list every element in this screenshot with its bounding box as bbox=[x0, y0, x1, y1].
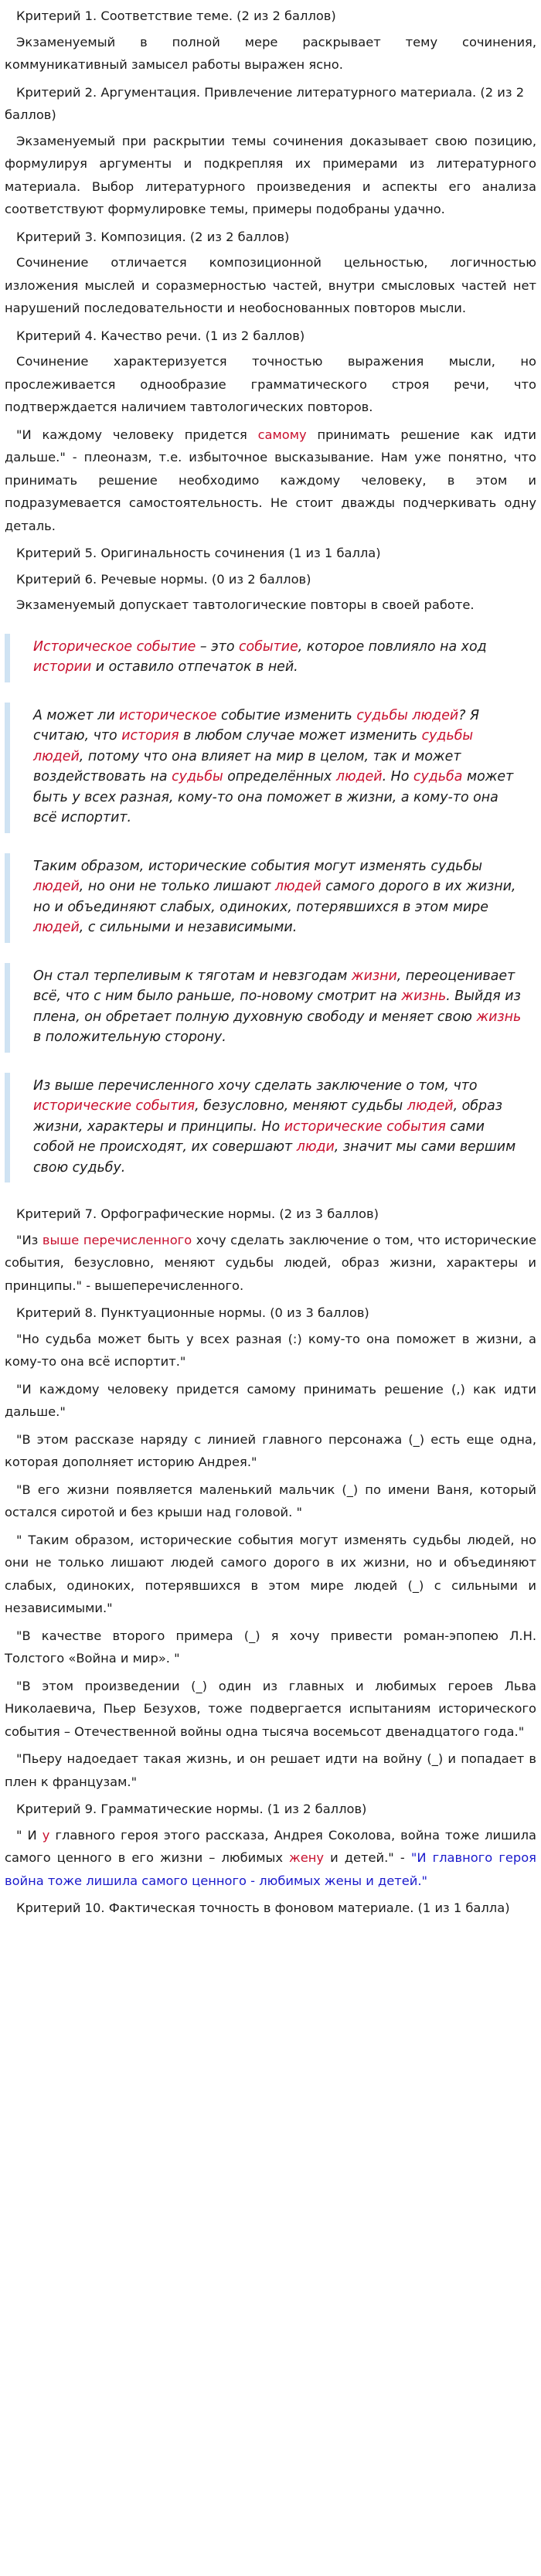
criterion-7-example bbox=[5, 1229, 536, 1298]
example-text: и детей." - bbox=[324, 1850, 411, 1865]
quote-fragment: , с сильными и независимыми. bbox=[79, 920, 298, 935]
correction-text: "И главного героя война тоже лишила самого ценного - любимых жены и детей." bbox=[5, 1850, 536, 1888]
repeated-word: людей bbox=[274, 879, 322, 894]
punctuation-error-2: "И каждому человеку придется самому принимать решение (,) как идти дальше." bbox=[5, 1381, 536, 1419]
punctuation-error-1: "Но судьба может быть у всех разная (:) кому-то она поможет в жизни, а кому-то она всё испортит." bbox=[5, 1331, 536, 1369]
criterion-6-title: Критерий 6. Речевые нормы. (0 из 2 баллов) bbox=[16, 571, 311, 587]
quote-fragment: , безусловно, меняют судьбы bbox=[195, 1098, 407, 1114]
quote-fragment: самого дорого в их жизни, но и объединяют слабых, одиноких, потерявшихся в этом мире bbox=[33, 879, 516, 915]
quote-fragment: и оставило отпечаток в ней. bbox=[91, 659, 298, 675]
quote-fragment: , которое повлияло на ход bbox=[298, 638, 487, 655]
quote-fragment: Таким образом, исторические события могут изменять судьбы bbox=[33, 858, 483, 874]
quote-fragment: . Выйдя из плена, он обретает полную духовную свободу и меняет свою bbox=[33, 989, 521, 1025]
criterion-9-title: Критерий 9. Грамматические нормы. (1 из 2 баллов) bbox=[16, 1802, 367, 1816]
quote-block-1 bbox=[5, 634, 536, 682]
error-highlight: выше перечисленного bbox=[42, 1232, 192, 1247]
quote-block-3 bbox=[5, 853, 536, 943]
error-highlight: жену bbox=[289, 1850, 325, 1865]
quote-fragment: в любом случае может изменить bbox=[179, 728, 422, 744]
punctuation-error-4: "В его жизни появляется маленький мальчик (_) по имени Ваня, который остался сиротой и без крыши над головой. " bbox=[5, 1482, 536, 1519]
repeated-word: событие bbox=[239, 638, 298, 655]
quote-text bbox=[33, 706, 522, 829]
example-text: хочу сделать заключение о том, что исторические события, безусловно, меняют судьбы людей, образ жизни, характеры и принципы." - вышеперечисленного. bbox=[5, 1232, 536, 1293]
quote-fragment: сами собой не происходят, их совершают bbox=[33, 1118, 485, 1155]
repeated-word: исторические события bbox=[33, 1098, 196, 1114]
punctuation-error-7: "В этом произведении (_) один из главных и любимых героев Льва Николаевича, Пьер Безухов, тоже подвергается испытаниям исторического события – Отечественной войны одна тысяча восемьсот двенадцатого года." bbox=[5, 1678, 536, 1739]
repeated-word: Историческое событие bbox=[33, 638, 196, 655]
quote-text bbox=[33, 1076, 522, 1179]
punctuation-error-8: "Пьеру надоедает такая жизнь, и он решает идти на войну (_) и попадает в плен к французам." bbox=[5, 1751, 536, 1789]
quote-fragment: событие изменить bbox=[216, 707, 357, 723]
criterion-5-title: Критерий 5. Оригинальность сочинения (1 из 1 балла) bbox=[16, 546, 381, 560]
criterion-4-title: Критерий 4. Качество речи. (1 из 2 баллов) bbox=[16, 328, 305, 343]
quote-fragment: – это bbox=[196, 638, 239, 655]
criterion-9-example bbox=[5, 1824, 536, 1893]
highlighted-word: самому bbox=[257, 427, 307, 442]
repeated-word: историческое bbox=[119, 707, 217, 723]
repeated-word: истории bbox=[33, 659, 92, 675]
criterion-1-title: Критерий 1. Соответствие теме. (2 из 2 баллов) bbox=[16, 9, 336, 23]
quote-text bbox=[33, 637, 522, 678]
repeated-word: история bbox=[121, 728, 179, 744]
repeated-word: людей bbox=[33, 920, 80, 935]
criterion-2-comment: Экзаменуемый при раскрытии темы сочинения доказывает свою позицию, формулируя аргументы и подкрепляя их примерами из литературного материала. Выбор литературного произведения и аспекты его анализа соответствуют формулировке темы, примеры подобраны удачно. bbox=[5, 133, 536, 216]
repeated-word: судьба bbox=[413, 769, 463, 784]
example-text: принимать решение как идти дальше." - плеоназм, т.е. избыточное высказывание. Нам уже понятно, что принимать решение необходимо каждому человеку, в этом и подразумевается самостоятельность. Не стоит дважды подчеркивать одну деталь. bbox=[5, 427, 536, 533]
quote-fragment: , переоценивает всё, что с ним было раньше, по-новому смотрит на bbox=[33, 968, 515, 1004]
repeated-word: судьбы bbox=[172, 769, 223, 784]
repeated-word: люди bbox=[296, 1139, 335, 1155]
criterion-2-title: Критерий 2. Аргументация. Привлечение литературного материала. (2 из 2 баллов) bbox=[5, 84, 525, 122]
quote-fragment: А может ли bbox=[33, 707, 120, 723]
example-text: " И bbox=[16, 1827, 43, 1843]
quote-fragment: , потому что она влияет на мир в целом, так и может воздействовать на bbox=[33, 748, 461, 784]
punctuation-error-6: "В качестве второго примера (_) я хочу привести роман-эпопею Л.Н. Толстого «Война и мир». " bbox=[5, 1628, 536, 1666]
repeated-word: жизни bbox=[351, 968, 397, 984]
quote-fragment: в положительную сторону. bbox=[33, 1029, 226, 1045]
criterion-4-example bbox=[5, 424, 536, 538]
punctuation-error-3: "В этом рассказе наряду с линией главного персонажа (_) есть еще одна, которая дополняет историю Андрея." bbox=[5, 1431, 536, 1469]
quote-fragment: определённых bbox=[223, 769, 336, 784]
quote-fragment: , значит мы сами вершим свою судьбу. bbox=[33, 1139, 516, 1176]
criterion-6-comment: Экзаменуемый допускает тавтологические повторы в своей работе. bbox=[16, 597, 475, 612]
criterion-8-title: Критерий 8. Пунктуационные нормы. (0 из 3 баллов) bbox=[16, 1305, 369, 1320]
repeated-word: людей bbox=[335, 769, 383, 784]
criterion-3-comment: Сочинение отличается композиционной цельностью, логичностью изложения мыслей и соразмерностью частей, внутри смысловых частей нет нарушений последовательности и необоснованных повторов мысли. bbox=[5, 255, 536, 315]
repeated-word: людей bbox=[407, 1098, 454, 1114]
criterion-10-title: Критерий 10. Фактическая точность в фоновом материале. (1 из 1 балла) bbox=[16, 1901, 510, 1915]
example-text: "Из bbox=[16, 1232, 43, 1247]
example-text: главного героя этого рассказа, Андрея Соколова, война тоже лишила самого ценного в его жизни – любимых bbox=[5, 1827, 536, 1865]
error-highlight: у bbox=[42, 1827, 50, 1843]
quote-fragment: , но они не только лишают bbox=[79, 879, 275, 894]
quote-text bbox=[33, 966, 522, 1048]
repeated-word: исторические события bbox=[284, 1118, 446, 1135]
punctuation-error-5: " Таким образом, исторические события могут изменять судьбы людей, но они не только лишают людей самого дорого в их жизни, но и объединяют слабых, одиноких, потерявшихся в этом мире людей (_) с сильными и независимыми." bbox=[5, 1532, 536, 1615]
quote-fragment: может быть у всех разная, кому-то она поможет в жизни, а кому-то она всё испортит. bbox=[33, 769, 514, 825]
quote-fragment: . Но bbox=[382, 769, 413, 784]
criterion-4-comment: Сочинение характеризуется точностью выражения мысли, но прослеживается однообразие грамматического строя речи, что подтверждается наличием тавтологических повторов. bbox=[5, 354, 536, 414]
repeated-word: судьбы людей bbox=[33, 728, 474, 764]
criterion-7-title: Критерий 7. Орфографические нормы. (2 из 3 баллов) bbox=[16, 1206, 379, 1221]
quote-fragment: , образ жизни, характеры и принципы. Но bbox=[33, 1098, 502, 1135]
quote-fragment: ? Я считаю, что bbox=[33, 707, 480, 744]
quote-block-5 bbox=[5, 1073, 536, 1183]
quote-block-4 bbox=[5, 963, 536, 1053]
quote-text bbox=[33, 856, 522, 938]
quote-fragment: Из выше перечисленного хочу сделать заключение о том, что bbox=[33, 1077, 478, 1094]
quote-fragment: Он стал терпеливым к тяготам и невзгодам bbox=[33, 968, 352, 984]
example-text: "И каждому человеку придется bbox=[16, 427, 258, 442]
quote-block-2 bbox=[5, 703, 536, 833]
criterion-3-title: Критерий 3. Композиция. (2 из 2 баллов) bbox=[16, 229, 290, 244]
repeated-word: людей bbox=[33, 879, 80, 894]
repeated-word: судьбы людей bbox=[356, 707, 459, 723]
repeated-word: жизнь bbox=[476, 1009, 522, 1025]
repeated-word: жизнь bbox=[401, 989, 447, 1004]
criterion-1-comment: Экзаменуемый в полной мере раскрывает тему сочинения, коммуникативный замысел работы выражен ясно. bbox=[5, 34, 536, 72]
